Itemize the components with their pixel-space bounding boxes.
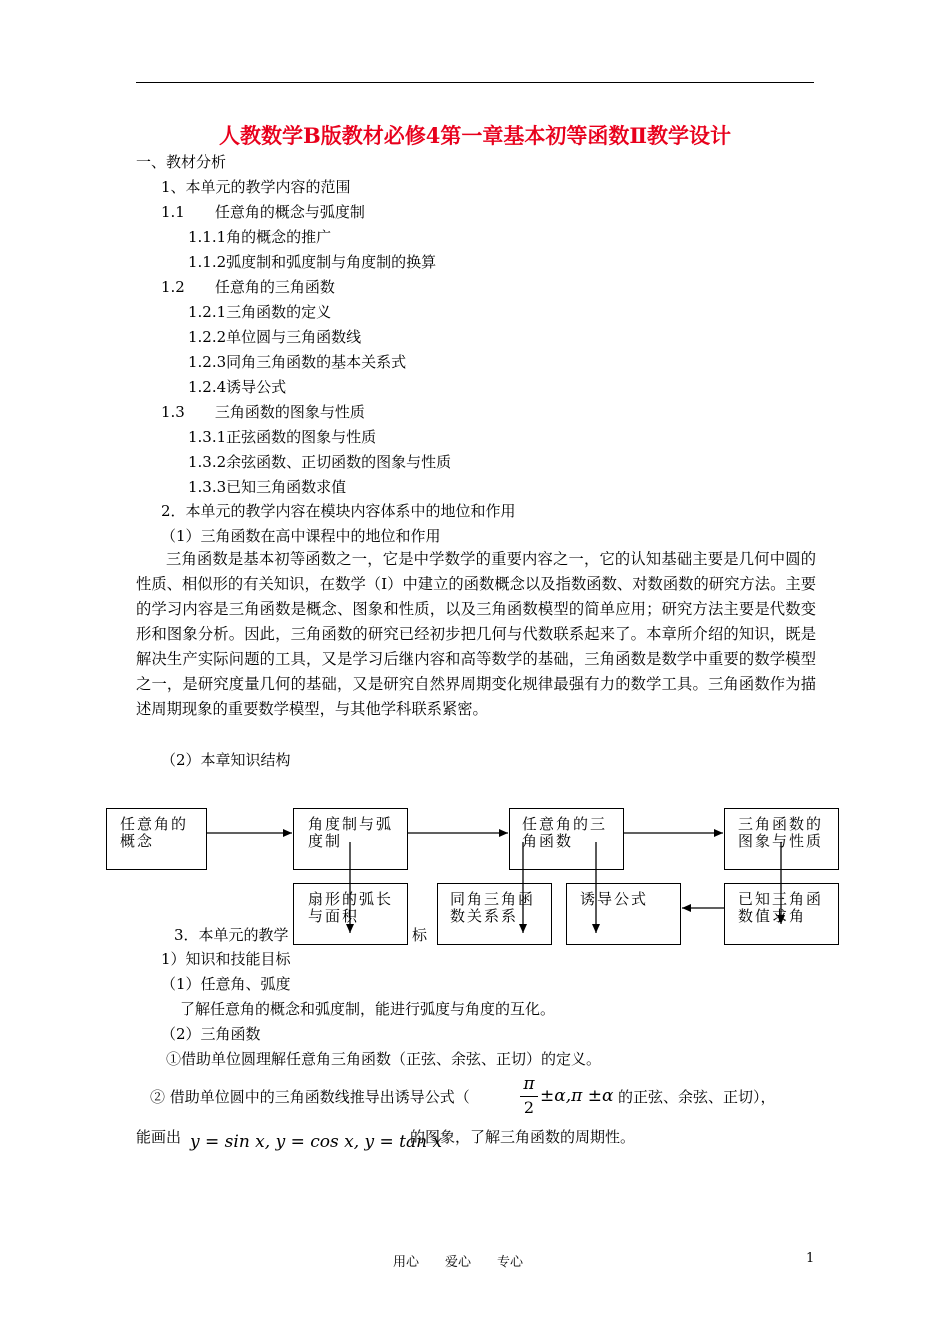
section-2-1-heading: （1）三角函数在高中课程中的地位和作用 [161,527,441,545]
outline-subitem: 1.2.4诱导公式 [188,378,287,396]
fraction-numerator: π [523,1074,535,1094]
section-1-heading: 一、教材分析 [136,153,227,171]
goal-text-post: 的图象，了解三角函数的周期性。 [410,1128,636,1146]
outline-subitem: 1.2.3同角三角函数的基本关系式 [188,353,407,371]
outline-subitem: 1.3.2余弦函数、正切函数的图象与性质 [188,453,452,471]
body-paragraph: 三角函数是基本初等函数之一，它是中学数学的重要内容之一，它的认知基础主要是几何中圆的性质、相似形的有关知识，在数学（Ⅰ）中建立的函数概念以及指数函数、对数函数的研究方法。主要的学习内容是三角函数是概念、图象和性质，以及三角函数模型的简单应用；研究方法主要是代数变形和图象分析。因此，三角函数的研究已经初步把几何与代数联系起来了。本章所介绍的知识，既是解决生产实际问题的工具，又是学习后继内容和高等数学的基础，三角函数是数学中重要的数学模型之一，是研究度量几何的基础，又是研究自然界周期变化规律最强有力的数学工具。三角函数作为描述周期现象的重要数学模型，与其他学科联系紧密。 [136,550,816,718]
outline-subitem: 1.2.1三角函数的定义 [188,303,332,321]
outline-subitem: 1.3.3已知三角函数求值 [188,478,347,496]
fraction-denominator: 2 [523,1098,535,1117]
page-number: 1 [806,1251,815,1266]
goal-subheading: （2）三角函数 [161,1025,261,1043]
goal-text-pre: 能画出 [136,1128,182,1146]
diagram-box-label: 诱导公式 [580,890,649,908]
document-title: 人教数学B版教材必修4第一章基本初等函数Ⅱ教学设计 [218,123,732,148]
diagram-box-label: 三角函数的图象与性质 [738,815,824,850]
header-rule [136,82,814,83]
section-3-heading: 3．本单元的教学 [174,926,289,944]
section-3-heading-end: 标 [412,926,428,944]
outline-item: 1.1 任意角的概念与弧度制 [161,203,365,221]
outline-subitem: 1.2.2单位圆与三角函数线 [188,328,362,346]
section-1-1-heading: 1、本单元的教学内容的范围 [161,178,351,196]
section-2-2-heading: （2）本章知识结构 [161,751,291,769]
math-functions: y = sin x, y = cos x, y = tan x [190,1132,443,1152]
goal-heading: 1）知识和技能目标 [161,950,291,968]
outline-item: 1.2 任意角的三角函数 [161,278,335,296]
diagram-box-label: 扇形的弧长与面积 [308,890,394,925]
goal-subheading: （1）任意角、弧度 [161,975,291,993]
goal-text: 了解任意角的概念和弧度制，能进行弧度与角度的互化。 [180,1000,556,1018]
diagram-box-label: 已知三角函数值求角 [738,890,824,925]
diagram-box-label: 任意角的概念 [120,815,189,850]
goal-text-post: 的正弦、余弦、正切）， [618,1088,776,1106]
outline-subitem: 1.3.1正弦函数的图象与性质 [188,428,377,446]
outline-item: 1.3 三角函数的图象与性质 [161,403,365,421]
footer-motto: 用心 爱心 专心 [393,1255,524,1270]
math-expression: ±α,π ±α [540,1086,614,1106]
diagram-box-label: 角度制与弧度制 [308,815,394,850]
diagram-box-label: 任意角的三角函数 [522,815,608,850]
goal-text-pre: ② 借助单位圆中的三角函数线推导出诱导公式（ [150,1088,470,1106]
outline-subitem: 1.1.2弧度制和弧度制与角度制的换算 [188,253,437,271]
diagram-box-label: 同角三角函数关系系 [450,890,536,925]
outline-subitem: 1.1.1角的概念的推广 [188,228,332,246]
goal-text: ①借助单位圆理解任意角三角函数（正弦、余弦、正切）的定义。 [166,1050,602,1068]
section-2-heading: 2．本单元的教学内容在模块内容体系中的地位和作用 [161,502,516,520]
